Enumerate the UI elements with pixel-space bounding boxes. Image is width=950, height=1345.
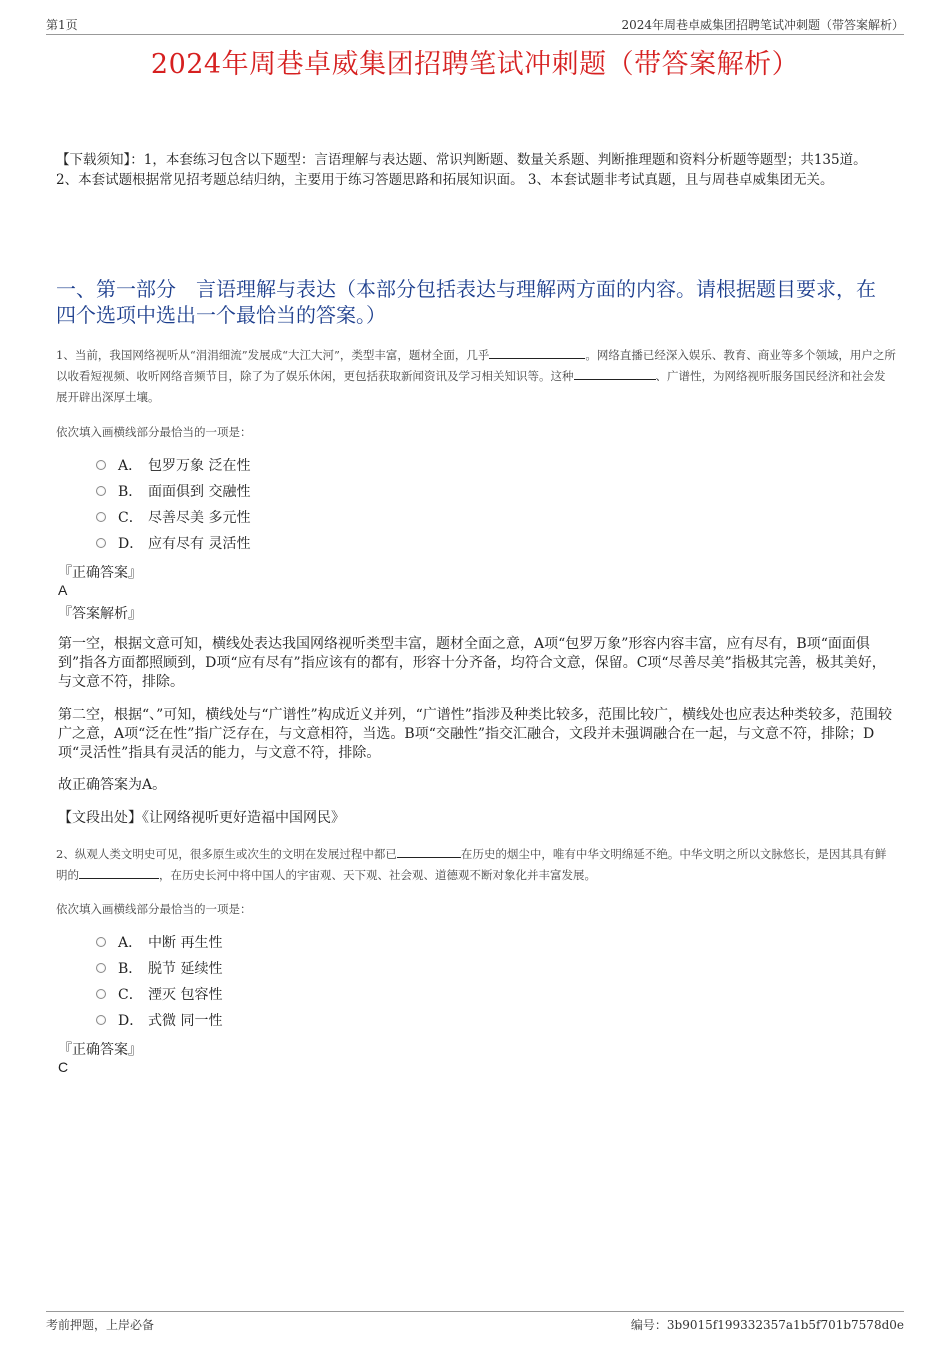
radio-icon[interactable] bbox=[96, 486, 106, 496]
q1-answer-label: 『正确答案』 bbox=[58, 565, 142, 581]
radio-icon[interactable] bbox=[96, 989, 106, 999]
option-letter: A． bbox=[118, 935, 143, 951]
q1-answer: A bbox=[58, 582, 68, 598]
option-text: 尽善尽美 多元性 bbox=[148, 510, 251, 526]
q1-stem-part1: 1、当前，我国网络视听从“涓涓细流”发展成“大江大河”，类型丰富，题材全面，几乎 bbox=[56, 348, 490, 362]
q2-stem-part2: 在历史的烟尘中，唯有中华文明绵延不绝。中华文明之所以文脉悠长，是因其具有鲜明的 bbox=[56, 847, 887, 882]
page-header bbox=[46, 14, 904, 35]
option-letter: C． bbox=[118, 987, 143, 1003]
question-2-stem bbox=[56, 844, 896, 886]
q1-option-c[interactable] bbox=[96, 504, 250, 530]
q2-option-b[interactable] bbox=[96, 955, 222, 981]
radio-icon[interactable] bbox=[96, 460, 106, 470]
q1-analysis-label: 『答案解析』 bbox=[58, 606, 142, 622]
q1-blank-2 bbox=[574, 367, 656, 380]
q2-answer: C bbox=[58, 1059, 69, 1075]
q1-prompt: 依次填入画横线部分最恰当的一项是： bbox=[56, 425, 252, 439]
q1-blank-1 bbox=[489, 346, 585, 359]
q2-stem-part1: 2、纵观人类文明史可见，很多原生或次生的文明在发展过程中都已 bbox=[56, 847, 397, 861]
page-footer bbox=[46, 1311, 904, 1334]
option-letter: C． bbox=[118, 510, 143, 526]
q2-prompt: 依次填入画横线部分最恰当的一项是： bbox=[56, 902, 252, 916]
q1-analysis-para-2: 第二空，根据“、”可知，横线处与“广谱性”构成近义并列，“广谱性”指涉及种类比较多，范围比较广，横线处也应表达种类较多，范围较广之意，A项“泛在性”指广泛存在，与文意相符，当选。B项“交融性”指交汇融合，文段并未强调融合在一起，与文意不符，排除；D项“灵活性”指具有灵活的能力，与文意不符，排除。 bbox=[58, 707, 892, 761]
radio-icon[interactable] bbox=[96, 963, 106, 973]
download-notice: 【下载须知】：1，本套练习包含以下题型：言语理解与表达题、常识判断题、数量关系题、判断推理题和资料分析题等题型；共135道。 2、本套试题根据常见招考题总结归纳，主要用于练习答题思路和拓展知识面。 3、本套试题非考试真题，且与周巷卓威集团无关。 bbox=[56, 152, 867, 188]
q1-options bbox=[96, 452, 250, 556]
q2-option-c[interactable] bbox=[96, 981, 222, 1007]
running-title: 2024年周巷卓威集团招聘笔试冲刺题（带答案解析） bbox=[621, 18, 904, 32]
q1-analysis-conclusion: 故正确答案为A。 bbox=[58, 777, 167, 793]
option-text: 包罗万象 泛在性 bbox=[148, 458, 251, 474]
radio-icon[interactable] bbox=[96, 538, 106, 548]
footer-document-id: 编号：3b9015f199332357a1b5f701b7578d0e bbox=[630, 1318, 904, 1332]
q2-option-d[interactable] bbox=[96, 1007, 222, 1033]
q1-option-a[interactable] bbox=[96, 452, 250, 478]
q2-answer-label: 『正确答案』 bbox=[58, 1042, 142, 1058]
q2-options bbox=[96, 929, 222, 1033]
option-letter: B． bbox=[118, 484, 143, 500]
section-title: 一、第一部分 言语理解与表达（本部分包括表达与理解两方面的内容。请根据题目要求，在四个选项中选出一个最恰当的答案。） bbox=[56, 277, 876, 327]
option-text: 脱节 延续性 bbox=[148, 961, 223, 977]
radio-icon[interactable] bbox=[96, 1015, 106, 1025]
radio-icon[interactable] bbox=[96, 937, 106, 947]
q1-stem-part2: 。网络直播已经深入娱乐、教育、商业等多个领域，用户之所以收看短视频、收听网络音频节目，除了为了娱乐休闲，更包括获取新闻资讯及学习相关知识等。这种 bbox=[56, 348, 896, 383]
page-number: 第1页 bbox=[46, 18, 78, 32]
footer-slogan: 考前押题，上岸必备 bbox=[46, 1318, 155, 1332]
option-text: 面面俱到 交融性 bbox=[148, 484, 251, 500]
q1-source: 【文段出处】《让网络视听更好造福中国网民》 bbox=[58, 810, 345, 826]
q2-blank-1 bbox=[397, 845, 461, 858]
option-letter: B． bbox=[118, 961, 143, 977]
q1-option-d[interactable] bbox=[96, 530, 250, 556]
q1-analysis-para-1: 第一空，根据文意可知，横线处表达我国网络视听类型丰富，题材全面之意，A项“包罗万象”形容内容丰富，应有尽有，B项“面面俱到”指各方面都照顾到，D项“应有尽有”指应该有的都有，形容十分齐备，均符合文意，保留。C项“尽善尽美”指极其完善，极其美好，与文意不符，排除。 bbox=[58, 636, 886, 690]
option-text: 应有尽有 灵活性 bbox=[148, 536, 251, 552]
q2-stem-part3: ，在历史长河中将中国人的宇宙观、天下观、社会观、道德观不断对象化并丰富发展。 bbox=[159, 868, 596, 882]
option-text: 式微 同一性 bbox=[148, 1013, 223, 1029]
q2-option-a[interactable] bbox=[96, 929, 222, 955]
option-text: 中断 再生性 bbox=[148, 935, 223, 951]
option-letter: A． bbox=[118, 458, 143, 474]
option-text: 湮灭 包容性 bbox=[148, 987, 223, 1003]
q2-blank-2 bbox=[79, 866, 159, 879]
question-1-stem bbox=[56, 345, 896, 408]
q1-stem-part3: 、广谱性，为网络视听服务国民经济和社会发展开辟出深厚土壤。 bbox=[56, 369, 886, 404]
q1-option-b[interactable] bbox=[96, 478, 250, 504]
option-letter: D． bbox=[118, 1013, 144, 1029]
document-title: 2024年周巷卓威集团招聘笔试冲刺题（带答案解析） bbox=[150, 49, 800, 80]
option-letter: D． bbox=[118, 536, 144, 552]
radio-icon[interactable] bbox=[96, 512, 106, 522]
